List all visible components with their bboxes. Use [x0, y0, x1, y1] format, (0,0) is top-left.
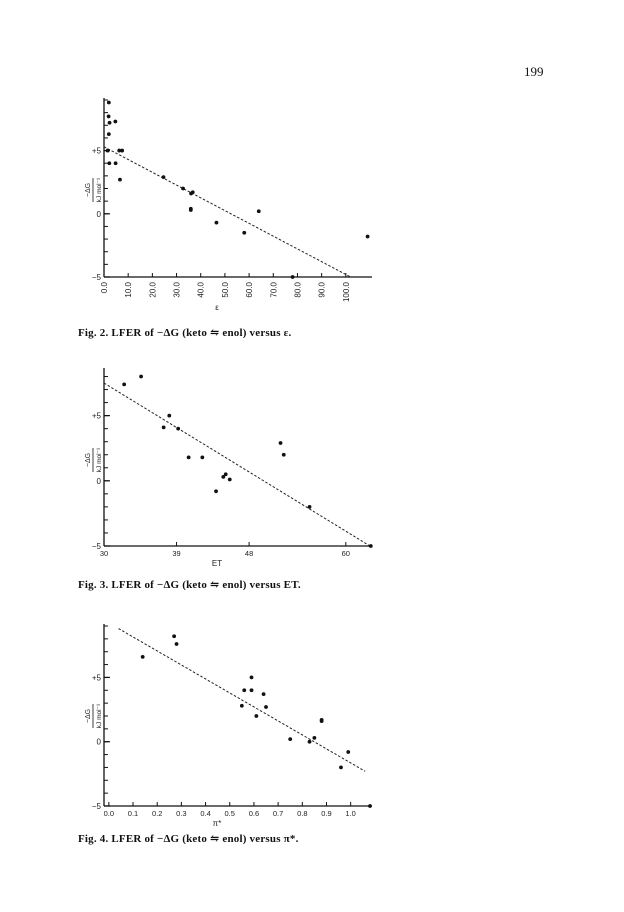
data-point	[254, 714, 258, 718]
y-tick-label: +5	[91, 673, 101, 683]
fig4-caption: Fig. 4. LFER of −ΔG (keto ⇋ enol) versus π*.	[78, 833, 299, 845]
data-point	[288, 737, 292, 741]
x-tick-label: 39	[172, 549, 181, 558]
data-point	[346, 750, 350, 754]
data-point	[240, 704, 244, 708]
x-axis-label: ET	[211, 559, 223, 568]
data-point	[250, 676, 254, 680]
x-tick-label: 48	[244, 549, 254, 558]
x-tick-label: 90.0	[317, 282, 327, 298]
data-point	[262, 692, 266, 696]
x-tick-label: 0.6	[248, 809, 260, 818]
fig3-caption: Fig. 3. LFER of −ΔG (keto ⇋ enol) versus ET.	[78, 579, 301, 591]
data-point	[320, 719, 324, 723]
x-tick-label: 0.0	[103, 809, 115, 818]
x-tick-label: 30.0	[172, 282, 182, 298]
x-tick-label: 0.0	[100, 282, 109, 294]
x-tick-label: 0.5	[224, 809, 235, 818]
x-axis-label: ε	[215, 303, 219, 312]
data-point	[308, 740, 312, 744]
y-tick-label: −5	[91, 542, 101, 551]
x-tick-label: 0.8	[297, 809, 308, 818]
x-tick-label: 70.0	[269, 282, 279, 298]
data-point	[250, 688, 254, 692]
data-point	[172, 634, 176, 638]
y-tick-label: 0	[96, 209, 101, 219]
y-tick-label: −5	[91, 273, 101, 282]
x-tick-label: 0.3	[176, 809, 187, 818]
x-tick-label: 10.0	[124, 282, 134, 298]
x-tick-label: 0.9	[321, 809, 332, 818]
data-point	[264, 705, 268, 709]
x-tick-label: 0.2	[151, 809, 163, 818]
y-tick-label: 0	[96, 476, 101, 486]
x-tick-label: 60.0	[245, 282, 255, 298]
x-tick-label: 0.1	[127, 809, 139, 818]
y-axis-label-top: −ΔG	[85, 452, 92, 468]
data-point	[141, 655, 145, 659]
x-tick-label: 100.0	[341, 282, 351, 303]
x-tick-label: 80.0	[293, 282, 303, 298]
y-tick-label: +5	[91, 411, 101, 421]
y-tick-label: −5	[91, 802, 101, 811]
data-point	[242, 688, 246, 692]
y-axis-label-top: −ΔG	[85, 708, 92, 724]
x-tick-label: 30	[99, 549, 109, 558]
data-point	[312, 736, 316, 740]
x-tick-label: 1.0	[345, 809, 356, 818]
y-axis-label	[85, 703, 103, 728]
data-point	[368, 804, 372, 808]
data-point	[175, 642, 179, 646]
y-tick-label: +5	[91, 146, 101, 156]
y-axis-label-bottom: kJ mol⁻¹	[96, 703, 103, 729]
y-tick-label: 0	[96, 737, 101, 747]
fit-line	[119, 629, 366, 772]
x-tick-label: 0.4	[200, 809, 211, 818]
x-tick-label: 40.0	[196, 282, 206, 298]
data-point	[339, 766, 343, 770]
x-tick-label: 0.7	[272, 809, 284, 818]
fig2-caption: Fig. 2. LFER of −ΔG (keto ⇋ enol) versus ε.	[78, 327, 292, 339]
x-tick-label: 60	[341, 549, 350, 558]
y-axis-label-bottom: kJ mol⁻¹	[96, 447, 103, 473]
y-axis-label-top: −ΔG	[85, 182, 92, 198]
x-tick-label: 50.0	[220, 282, 230, 298]
x-tick-label: 20.0	[148, 282, 158, 298]
page-number: 199	[524, 64, 544, 79]
x-axis-label: π*	[212, 819, 222, 828]
y-axis-label-bottom: kJ mol⁻¹	[96, 177, 103, 203]
